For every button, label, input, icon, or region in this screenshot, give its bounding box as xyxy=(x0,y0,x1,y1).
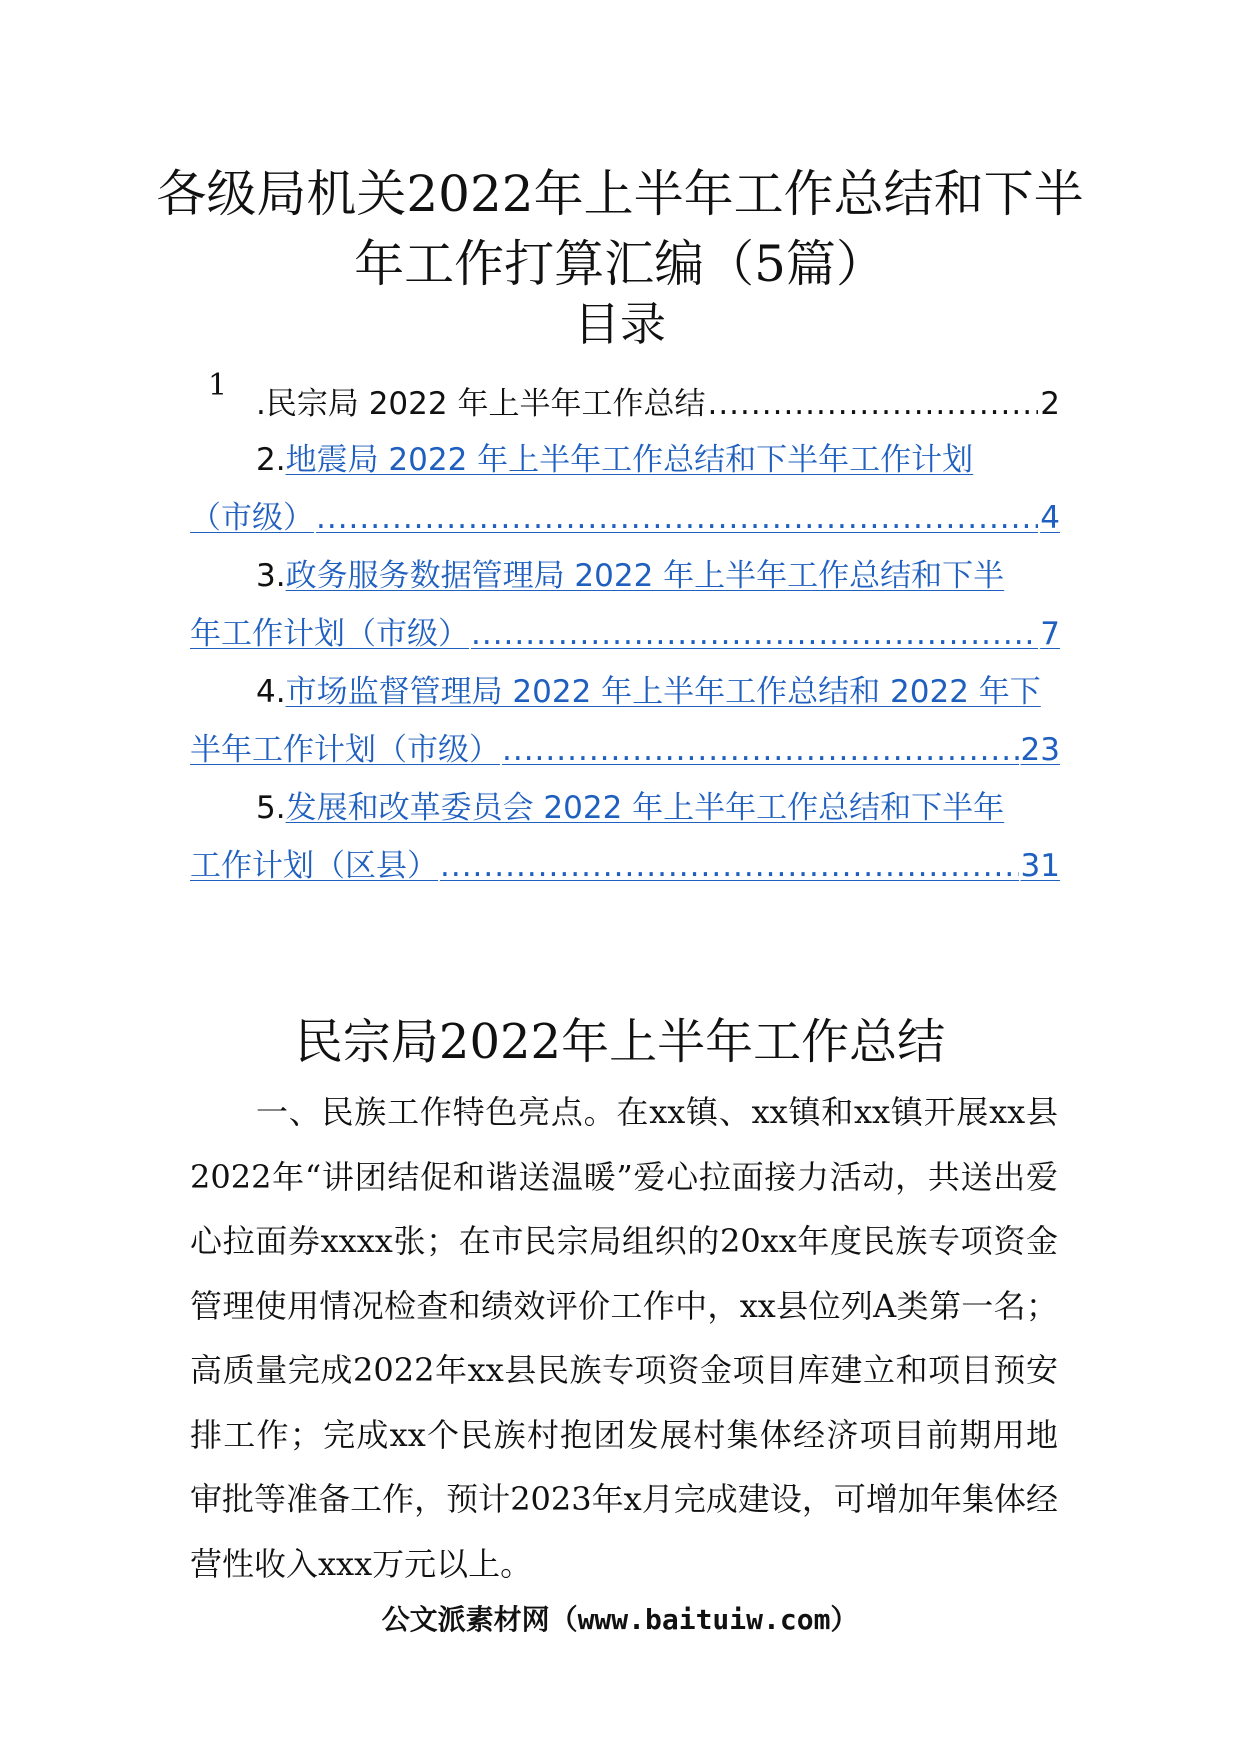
toc-leader-dots xyxy=(471,614,1038,654)
toc-entry-line xyxy=(190,440,1060,480)
footer-source: 公文派素材网（www.baituiw.com） xyxy=(381,1603,859,1636)
toc-entry-link-continued[interactable]: （市级） xyxy=(190,500,314,536)
toc-entry-link[interactable]: 地震局 2022 年上半年工作总结和下半年工作计划 xyxy=(285,442,974,478)
section-title: 民宗局2022年上半年工作总结 xyxy=(294,1014,946,1070)
toc-entry-number: 3. xyxy=(256,558,286,594)
toc-entry-link-continued[interactable]: 工作计划（区县） xyxy=(190,848,438,884)
toc-leader-dots xyxy=(440,846,1019,886)
toc-entry-line xyxy=(190,788,1060,828)
toc-entry-link[interactable]: 政务服务数据管理局 2022 年上半年工作总结和下半 xyxy=(285,558,1005,594)
toc-page-number[interactable]: 7 xyxy=(1040,616,1060,652)
toc-entry-title: .民宗局 2022 年上半年工作总结 xyxy=(256,386,706,422)
toc-entry-line xyxy=(190,384,1060,424)
toc-entry-number: 2. xyxy=(256,442,286,478)
toc-entry-number: 4. xyxy=(256,674,286,710)
toc-entry-2[interactable] xyxy=(190,440,1060,538)
toc-entry-link[interactable]: 市场监督管理局 2022 年上半年工作总结和 2022 年下 xyxy=(285,674,1041,710)
toc-entry-4[interactable] xyxy=(190,672,1060,770)
toc-entry-link[interactable]: 发展和改革委员会 2022 年上半年工作总结和下半年 xyxy=(285,790,1005,826)
toc-entry-line xyxy=(190,672,1060,712)
toc-entry-1[interactable] xyxy=(190,384,1060,424)
toc-entry-3[interactable] xyxy=(190,556,1060,654)
toc-page-number[interactable]: 31 xyxy=(1020,848,1060,884)
toc-number-one: 1 xyxy=(208,368,228,403)
toc-page-number: 2 xyxy=(1040,386,1060,422)
toc-entry-line xyxy=(190,556,1060,596)
toc-page-number[interactable]: 23 xyxy=(1020,732,1060,768)
toc-heading: 目录 xyxy=(574,297,666,351)
toc-leader-dots xyxy=(316,498,1038,538)
toc-entry-line[interactable] xyxy=(190,846,1060,886)
body-paragraph: 一、民族工作特色亮点。在xx镇、xx镇和xx镇开展xx县2022年“讲团结促和谐送温暖”爱心拉面接力活动，共送出爱心拉面券xxxx张；在市民宗局组织的20xx年度民族专项资金管理使用情况检查和绩效评价工作中，xx县位列A类第一名；高质量完成2022年xx县民族专项资金项目库建立和项目预安排工作；完成xx个民族村抱团发展村集体经济项目前期用地审批等准备工作，预计2023年x月完成建设，可增加年集体经营性收入xxx万元以上。 xyxy=(190,1093,1058,1583)
toc-entry-number: 5. xyxy=(256,790,286,826)
toc-entry-line[interactable] xyxy=(190,614,1060,654)
toc-entry-link-continued[interactable]: 年工作计划（市级） xyxy=(190,616,469,652)
toc-entry-line[interactable] xyxy=(190,498,1060,538)
toc-entry-5[interactable] xyxy=(190,788,1060,886)
toc-entry-line[interactable] xyxy=(190,730,1060,770)
document-title-line-2: 年工作打算汇编（5篇） xyxy=(354,235,886,293)
document-title-line-1: 各级局机关2022年上半年工作总结和下半 xyxy=(156,165,1084,223)
toc-entry-link-continued[interactable]: 半年工作计划（市级） xyxy=(190,732,500,768)
toc-leader-dots xyxy=(707,384,1038,424)
toc-page-number[interactable]: 4 xyxy=(1040,500,1060,536)
toc-leader-dots xyxy=(502,730,1019,770)
